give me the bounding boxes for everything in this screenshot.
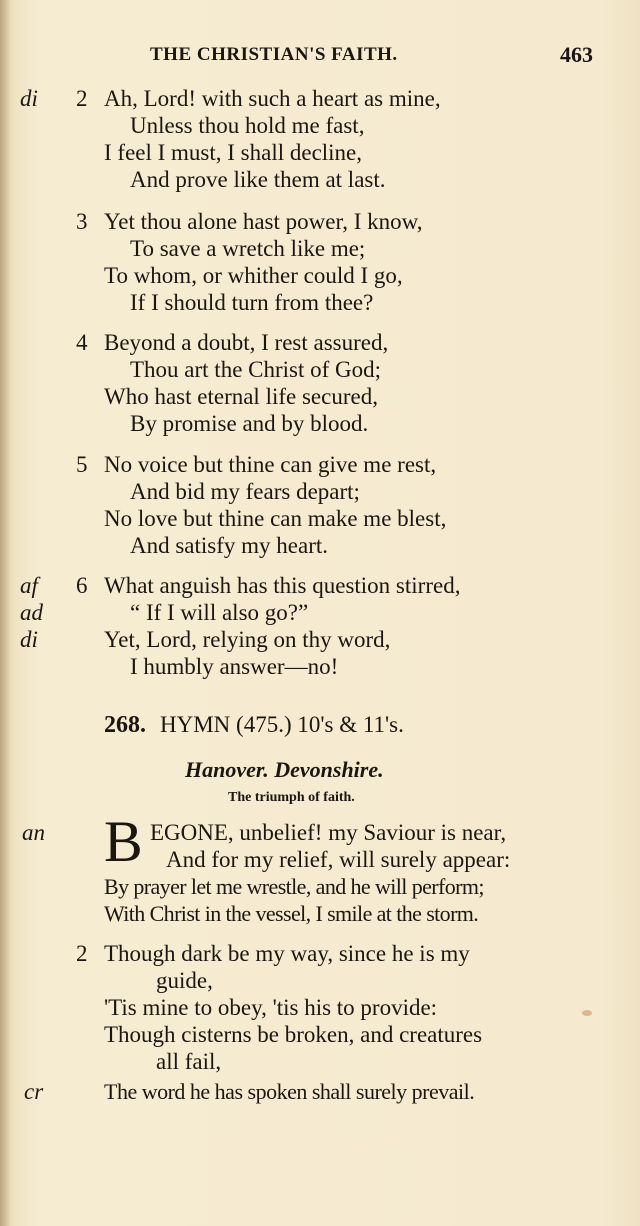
verse-line: And satisfy my heart. [130,533,329,558]
verse-line: The word he has spoken shall surely prevail. [104,1079,475,1104]
hymn-heading [104,712,404,739]
verse-line: Yet thou alone hast power, I know, [104,209,423,234]
verse-line: To whom, or whither could I go, [104,263,403,288]
verse-line: No love but thine can make me blest, [104,506,447,531]
ink-smudge [582,1010,592,1016]
stanza-number: 4 [76,330,88,355]
tune-names: Hanover. Devonshire. [185,757,384,782]
verse-line: What anguish has this question stirred, [104,573,461,598]
verse-line: Yet, Lord, relying on thy word, [104,627,391,652]
page-spine-shadow [0,0,10,1226]
verse-line: I feel I must, I shall decline, [104,140,363,165]
hymn-meter: HYMN (475.) 10's & 11's. [160,712,404,737]
stanza-number: 2 [76,941,88,966]
verse-line: By prayer let me wrestle, and he will perform; [104,874,484,899]
verse-line: Beyond a doubt, I rest assured, [104,330,389,355]
verse-line: all fail, [156,1049,222,1074]
verse-line: Though dark be my way, since he is my [104,941,470,966]
performance-marker: an [22,820,45,845]
verse-line: Ah, Lord! with such a heart as mine, [104,86,441,111]
verse-line: Thou art the Christ of God; [130,357,382,382]
verse-line: By promise and by blood. [130,411,369,436]
performance-marker: ad [20,600,43,625]
performance-marker: di [20,86,38,111]
verse-line: And bid my fears depart; [130,479,360,504]
stanza-number: 5 [76,452,88,477]
hymn-number: 268. [104,712,146,738]
page-number: 463 [560,42,593,67]
verse-line: I humbly answer—no! [130,654,339,679]
stanza-number: 3 [76,209,88,234]
drop-cap: B [104,809,143,874]
hymn-subtitle: The triumph of faith. [228,790,355,805]
verse-line: 'Tis mine to obey, 'tis his to provide: [104,995,438,1020]
verse-line: With Christ in the vessel, I smile at the storm. [104,901,479,926]
performance-marker: af [20,573,38,598]
verse-line: Unless thou hold me fast, [130,113,365,138]
verse-line: “ If I will also go?” [130,600,309,625]
stanza-number: 6 [76,573,88,598]
verse-line: If I should turn from thee? [130,290,374,315]
verse-line: To save a wretch like me; [130,236,366,261]
verse-line: And prove like them at last. [130,167,386,192]
stanza-number: 2 [76,86,88,111]
verse-line: And for my relief, will surely appear: [166,847,511,872]
running-head: THE CHRISTIAN'S FAITH. [150,44,398,65]
verse-line: Who hast eternal life secured, [104,384,378,409]
performance-marker: di [20,627,38,652]
performance-marker: cr [24,1079,44,1104]
verse-line: EGONE, unbelief! my Saviour is near, [150,820,507,845]
verse-line: No voice but thine can give me rest, [104,452,437,477]
verse-line: Though cisterns be broken, and creatures [104,1022,483,1047]
verse-line: guide, [156,968,213,993]
